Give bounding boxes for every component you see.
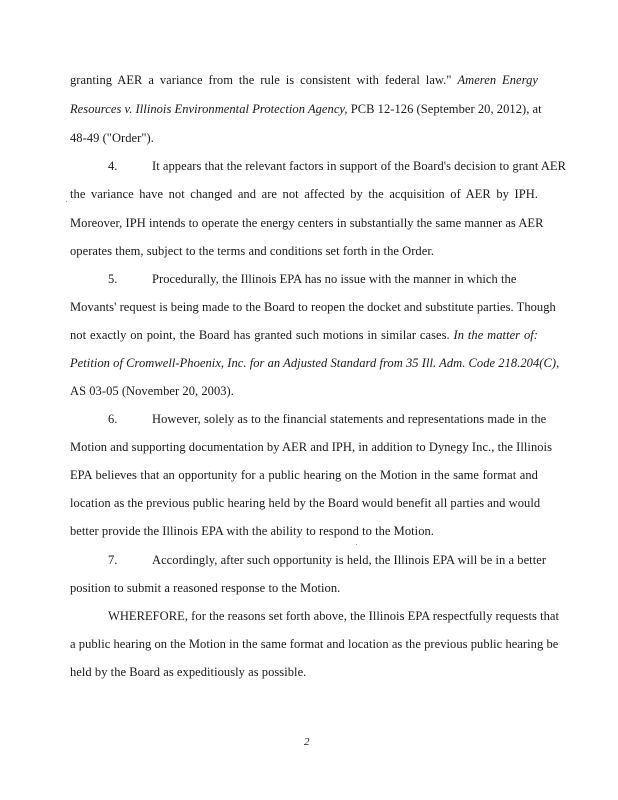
case-citation-italic: Resources v. Illinois Environmental Protection Agency, <box>70 102 348 116</box>
text-segment: granting AER a variance from the rule is consistent with federal law." <box>70 73 452 87</box>
paragraph-line: location as the previous public hearing held by the Board would benefit all parties and would <box>70 496 541 510</box>
paragraph-line <box>108 159 566 173</box>
text-segment: PCB 12-126 (September 20, 2012), at <box>350 102 542 116</box>
page-number: 2 <box>304 736 310 748</box>
text-segment: Procedurally, the Illinois EPA has no issue with the manner in which the <box>152 272 517 286</box>
paragraph-line: position to submit a reasoned response to the Motion. <box>70 581 341 595</box>
paragraph-line <box>70 328 538 342</box>
paragraph-number: 4. <box>108 159 118 173</box>
paragraph-line <box>108 412 546 426</box>
case-citation-italic: In the matter of: <box>453 328 538 342</box>
paragraph-number: 5. <box>108 272 118 286</box>
paragraph-line <box>108 272 516 286</box>
scan-speck <box>356 544 357 545</box>
paragraph-line: AS 03-05 (November 20, 2003). <box>70 384 234 398</box>
scan-speck <box>66 201 67 202</box>
paragraph-line: WHEREFORE, for the reasons set forth above, the Illinois EPA respectfully requests that <box>108 609 560 623</box>
paragraph-number: 6. <box>108 412 118 426</box>
paragraph-line <box>70 73 538 87</box>
paragraph-line: better provide the Illinois EPA with the ability to respond to the Motion. <box>70 524 434 538</box>
paragraph-line: Moreover, IPH intends to operate the energy centers in substantially the same manner as AER <box>70 216 544 230</box>
paragraph-number: 7. <box>108 553 118 567</box>
paragraph-line <box>108 553 546 567</box>
text-segment: However, solely as to the financial statements and representations made in the <box>152 412 547 426</box>
paragraph-line: held by the Board as expeditiously as possible. <box>70 665 307 679</box>
paragraph-line: Motion and supporting documentation by AER and IPH, in addition to Dynegy Inc., the Illinois <box>70 440 552 454</box>
case-citation-italic: Petition of Cromwell-Phoenix, Inc. for an Adjusted Standard from 35 Ill. Adm. Code 218.204(C), <box>70 356 560 370</box>
paragraph-line <box>70 102 542 116</box>
paragraph-line: Movants' request is being made to the Board to reopen the docket and substitute parties. Though <box>70 300 556 314</box>
text-segment: Accordingly, after such opportunity is held, the Illinois EPA will be in a better <box>152 553 547 567</box>
paragraph-line: EPA believes that an opportunity for a public hearing on the Motion in the same format and <box>70 468 538 482</box>
text-segment: not exactly on point, the Board has granted such motions in similar cases. <box>70 328 450 342</box>
paragraph-line: a public hearing on the Motion in the same format and location as the previous public hearing be <box>70 637 559 651</box>
case-citation-italic: Ameren Energy <box>457 73 538 87</box>
paragraph-line: operates them, subject to the terms and conditions set forth in the Order. <box>70 244 435 258</box>
paragraph-line <box>70 356 559 370</box>
paragraph-line: the variance have not changed and are not affected by the acquisition of AER by IPH. <box>70 187 538 201</box>
paragraph-line: 48-49 ("Order"). <box>70 131 154 145</box>
text-segment: It appears that the relevant factors in support of the Board's decision to grant AER <box>152 159 566 173</box>
